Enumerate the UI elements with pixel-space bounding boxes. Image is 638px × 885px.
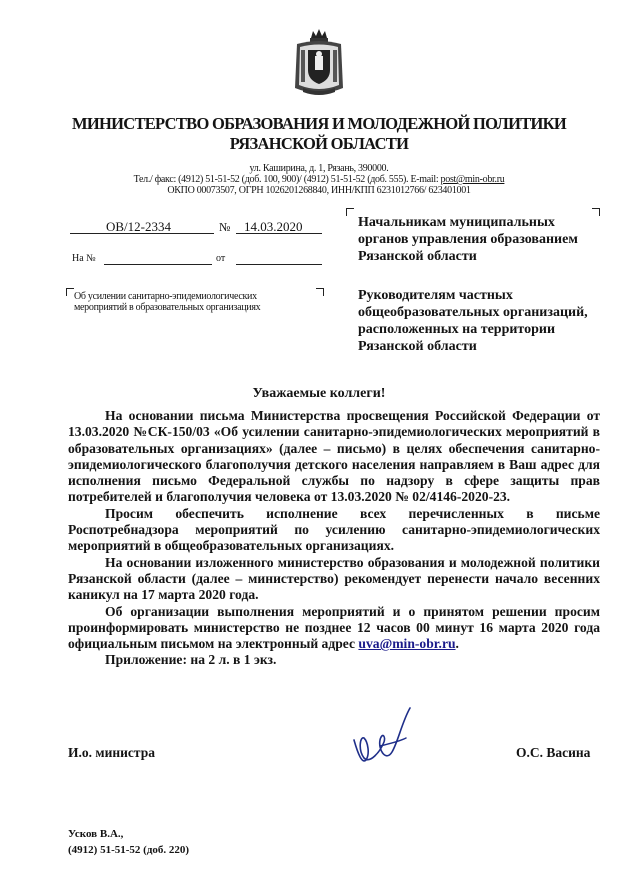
salutation: Уважаемые коллеги! xyxy=(252,386,386,401)
subject xyxy=(74,291,322,313)
signer-name: О.С. Васина xyxy=(516,745,591,760)
address-line: ул. Каширина, д. 1, Рязань, 390000. xyxy=(249,163,389,174)
letter-body xyxy=(68,408,600,669)
coat-of-arms-icon xyxy=(293,28,345,98)
phone-line xyxy=(40,174,598,185)
recipient-line: расположенных на территории xyxy=(358,322,556,337)
subject-line2: мероприятий в образовательных организациях xyxy=(74,302,261,313)
organization-title-line1: МИНИСТЕРСТВО ОБРАЗОВАНИЯ И МОЛОДЕЖНОЙ ПОЛИТИКИ xyxy=(71,114,567,133)
outgoing-number: ОВ/12-2334 xyxy=(106,219,171,234)
body-paragraph: На основании письма Министерства просвещения Российской Федерации от 13.03.2020 №СК-150/03 «Об усилении санитарно-эпидемиологических мероприятий в образовательных организациях» (далее – письмо) в целях обеспечения санитарно-эпидемиологического благополучия детского населения направляем в Ваш адрес для исполнения письмо Федеральной службы по надзору в сфере защиты прав потребителей и благополучия человека от 13.03.2020 № 02/4146-2020-23. xyxy=(68,408,600,505)
recipient-line: Рязанской области xyxy=(358,249,477,264)
recipient-line: органов управления образованием xyxy=(358,232,578,247)
recipient-group-private xyxy=(358,287,608,355)
outgoing-date: 14.03.2020 xyxy=(244,219,303,234)
body-paragraph: Просим обеспечить исполнение всех перечисленных в письме Роспотребнадзора мероприятий по усилению санитарно-эпидемиологических мероприятий в общеобразовательных организациях. xyxy=(68,505,600,554)
executor-block xyxy=(68,826,189,858)
outgoing-number-underline xyxy=(70,233,214,234)
recipient-group-municipal xyxy=(358,214,608,265)
organization-title-line2: РЯЗАНСКОЙ ОБЛАСТИ xyxy=(229,134,409,153)
reference-from-label: от xyxy=(216,253,226,264)
number-sign: № xyxy=(219,220,231,234)
body-paragraph xyxy=(68,604,600,653)
body-paragraph-text: Об организации выполнения мероприятий и о принятом решении просим проинформировать министерство не позднее 12 часов 00 минут 16 марта 2020 года официальным письмом на электронный адрес xyxy=(68,603,600,652)
reference-date-underline xyxy=(236,264,322,265)
reference-number-underline xyxy=(104,264,212,265)
handwritten-signature-icon xyxy=(340,702,420,782)
contact-block xyxy=(40,163,598,196)
executor-phone: (4912) 51-51-52 (доб. 220) xyxy=(68,844,190,856)
subject-bracket-left xyxy=(66,288,74,296)
recipient-line: общеобразовательных организаций, xyxy=(358,305,588,320)
phone-text: Тел./ факс: (4912) 51-51-52 (доб. 100, 900)/ (4912) 51-51-52 (доб. 555). E-mail: xyxy=(133,174,441,185)
subject-line1: Об усилении санитарно-эпидемиологических xyxy=(74,291,257,302)
codes-line: ОКПО 00073507, ОГРН 1026201268840, ИНН/КПП 6231012766/ 623401001 xyxy=(167,185,471,196)
recipient-line: Начальникам муниципальных xyxy=(358,215,555,230)
outgoing-date-underline xyxy=(236,233,322,234)
reference-label: На № xyxy=(72,253,96,264)
organization-title xyxy=(40,114,598,154)
recipient-line: Рязанской области xyxy=(358,339,477,354)
recipient-line: Руководителям частных xyxy=(358,288,513,303)
attachment-note: Приложение: на 2 л. в 1 экз. xyxy=(105,652,277,668)
signer-position: И.о. министра xyxy=(68,745,155,760)
body-paragraph: На основании изложенного министерство образования и молодежной политики Рязанской области (далее – министерство) рекомендует перенести начало весенних каникул на 17 марта 2020 года. xyxy=(68,554,600,603)
reply-email-link[interactable]: uva@min-obr.ru xyxy=(358,636,456,652)
recipient-bracket-left xyxy=(346,208,354,216)
email-link[interactable]: post@min-obr.ru xyxy=(440,174,505,185)
executor-name: Усков В.А., xyxy=(68,828,124,840)
body-paragraph-end: . xyxy=(455,636,459,652)
